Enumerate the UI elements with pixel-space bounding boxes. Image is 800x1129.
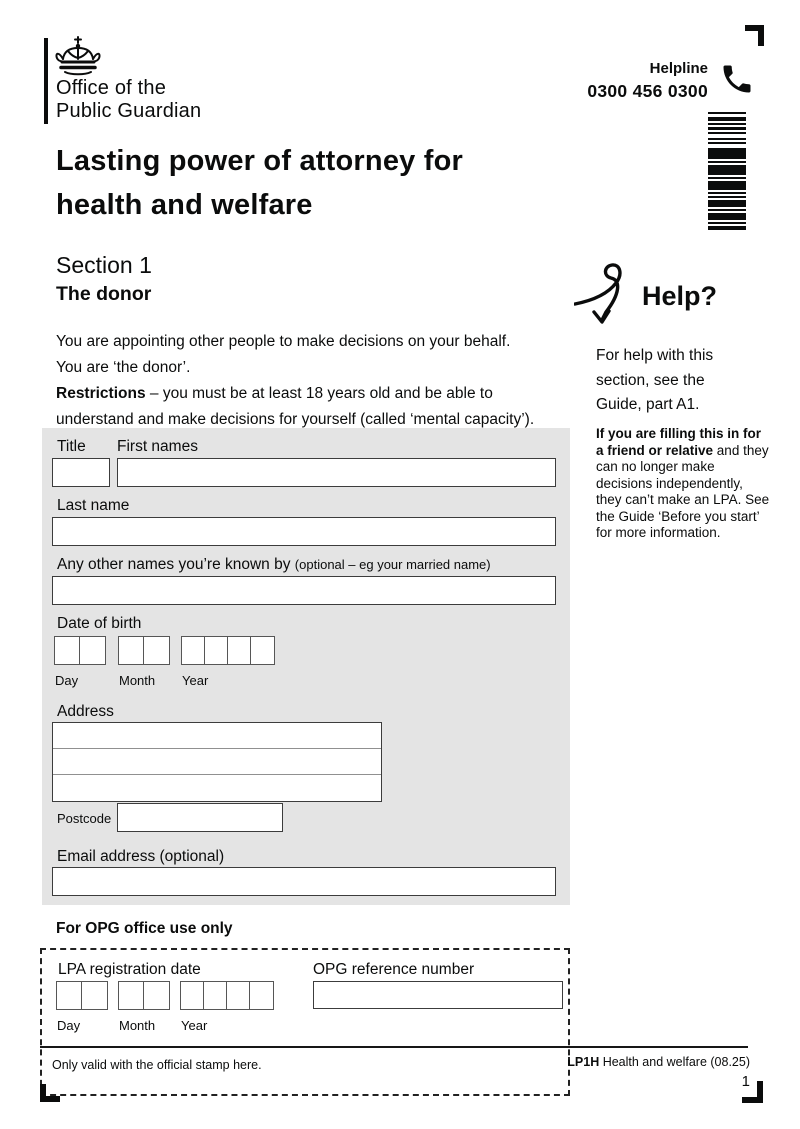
helpline-block bbox=[587, 60, 708, 102]
intro-text bbox=[56, 329, 510, 380]
dob-day-cell[interactable] bbox=[55, 637, 80, 664]
dob-day-group[interactable] bbox=[54, 636, 106, 665]
other-names-label-main: Any other names you’re known by bbox=[57, 556, 291, 573]
stamp-note: Only valid with the official stamp here. bbox=[52, 1058, 262, 1072]
royal-crest-icon bbox=[55, 35, 101, 82]
help-title: Help? bbox=[642, 281, 718, 311]
page-title bbox=[56, 139, 463, 227]
title-input[interactable] bbox=[52, 458, 110, 487]
stamp-divider-rule bbox=[40, 1046, 748, 1048]
dob-year-cell[interactable] bbox=[251, 637, 274, 664]
reg-year-label: Year bbox=[181, 1018, 208, 1033]
reg-day-cell[interactable] bbox=[57, 982, 82, 1009]
org-name-line1: Office of the bbox=[56, 77, 167, 99]
opg-reference-input[interactable] bbox=[313, 981, 563, 1009]
address-label: Address bbox=[57, 703, 114, 720]
help-arrow-icon bbox=[574, 260, 642, 347]
crop-mark-bottom-right-icon bbox=[742, 1081, 763, 1103]
reg-year-cell[interactable] bbox=[204, 982, 227, 1009]
intro-line1: You are appointing other people to make decisions on your behalf. bbox=[56, 333, 511, 350]
dob-month-label: Month bbox=[119, 673, 156, 688]
dob-month-group[interactable] bbox=[118, 636, 170, 665]
reg-month-cell[interactable] bbox=[119, 982, 144, 1009]
reg-month-label: Month bbox=[119, 1018, 156, 1033]
reg-month-group[interactable] bbox=[118, 981, 170, 1010]
org-name bbox=[56, 77, 201, 123]
logo-divider-bar bbox=[44, 38, 48, 124]
first-names-input[interactable] bbox=[117, 458, 556, 487]
reg-year-group[interactable] bbox=[180, 981, 274, 1010]
last-name-input[interactable] bbox=[52, 517, 556, 546]
reg-day-label: Day bbox=[57, 1018, 81, 1033]
form-name: Health and welfare (08.25) bbox=[599, 1055, 750, 1069]
dob-year-cell[interactable] bbox=[182, 637, 205, 664]
opg-office-heading: For OPG office use only bbox=[56, 920, 233, 937]
reg-year-cell[interactable] bbox=[250, 982, 273, 1009]
help-body: For help with this section, see the Guide, part A1. bbox=[596, 347, 714, 413]
postcode-input[interactable] bbox=[117, 803, 283, 832]
reg-month-cell[interactable] bbox=[144, 982, 169, 1009]
dob-day-cell[interactable] bbox=[80, 637, 105, 664]
dob-year-label: Year bbox=[182, 673, 209, 688]
reg-day-group[interactable] bbox=[56, 981, 108, 1010]
dob-year-group[interactable] bbox=[181, 636, 275, 665]
postcode-label: Postcode bbox=[57, 811, 112, 826]
restrictions-bold: Restrictions bbox=[56, 385, 146, 402]
page-title-line2: health and welfare bbox=[56, 189, 313, 221]
footer-form-code bbox=[567, 1055, 750, 1069]
page-title-line1: Lasting power of attorney for bbox=[56, 145, 463, 177]
dob-day-label: Day bbox=[55, 673, 79, 688]
help-note-rest: and they can no longer make decisions independently, they can’t make an LPA. See the Guide ‘Before you start’ for more information. bbox=[596, 442, 770, 540]
page-number: 1 bbox=[741, 1073, 750, 1090]
crop-mark-bottom-left-icon bbox=[40, 1084, 60, 1102]
last-name-label: Last name bbox=[57, 497, 130, 514]
reg-day-cell[interactable] bbox=[82, 982, 107, 1009]
address-line-1-input[interactable] bbox=[53, 723, 381, 749]
help-note-bold: If you are filling this in for a friend or relative bbox=[596, 426, 762, 458]
title-label: Title bbox=[57, 438, 86, 455]
help-note bbox=[596, 426, 772, 542]
section-title: The donor bbox=[56, 283, 152, 305]
phone-icon bbox=[719, 61, 755, 102]
address-box bbox=[52, 722, 382, 802]
intro-line2: You are ‘the donor’. bbox=[56, 358, 191, 376]
reg-year-cell[interactable] bbox=[181, 982, 204, 1009]
address-line-3-input[interactable] bbox=[53, 775, 381, 801]
org-name-line2: Public Guardian bbox=[56, 100, 202, 122]
dob-year-cell[interactable] bbox=[228, 637, 251, 664]
donor-details-panel bbox=[42, 428, 570, 905]
lpa-registration-date-label: LPA registration date bbox=[58, 961, 201, 978]
dob-month-cell[interactable] bbox=[119, 637, 144, 664]
restrictions-rest: – you must be at least 18 years old and be able to understand and make decisions for yourself (called ‘mental capacity’). bbox=[56, 385, 535, 428]
opg-reference-label: OPG reference number bbox=[313, 961, 475, 978]
email-input[interactable] bbox=[52, 867, 556, 896]
opg-office-box bbox=[40, 948, 570, 1096]
address-line-2-input[interactable] bbox=[53, 749, 381, 775]
form-code: LP1H bbox=[567, 1055, 600, 1069]
reg-year-cell[interactable] bbox=[227, 982, 250, 1009]
other-names-hint: (optional – eg your married name) bbox=[294, 557, 491, 572]
crop-mark-top-right-icon bbox=[745, 25, 764, 46]
dob-month-cell[interactable] bbox=[144, 637, 169, 664]
dob-label: Date of birth bbox=[57, 615, 142, 632]
first-names-label: First names bbox=[117, 438, 198, 455]
helpline-number: 0300 456 0300 bbox=[587, 81, 708, 101]
other-names-input[interactable] bbox=[52, 576, 556, 605]
helpline-label: Helpline bbox=[649, 60, 708, 77]
email-label: Email address (optional) bbox=[57, 848, 225, 865]
restrictions-text bbox=[56, 381, 570, 432]
barcode bbox=[708, 112, 746, 235]
other-names-label bbox=[57, 556, 491, 574]
section-label: Section 1 bbox=[56, 252, 152, 278]
dob-year-cell[interactable] bbox=[205, 637, 228, 664]
